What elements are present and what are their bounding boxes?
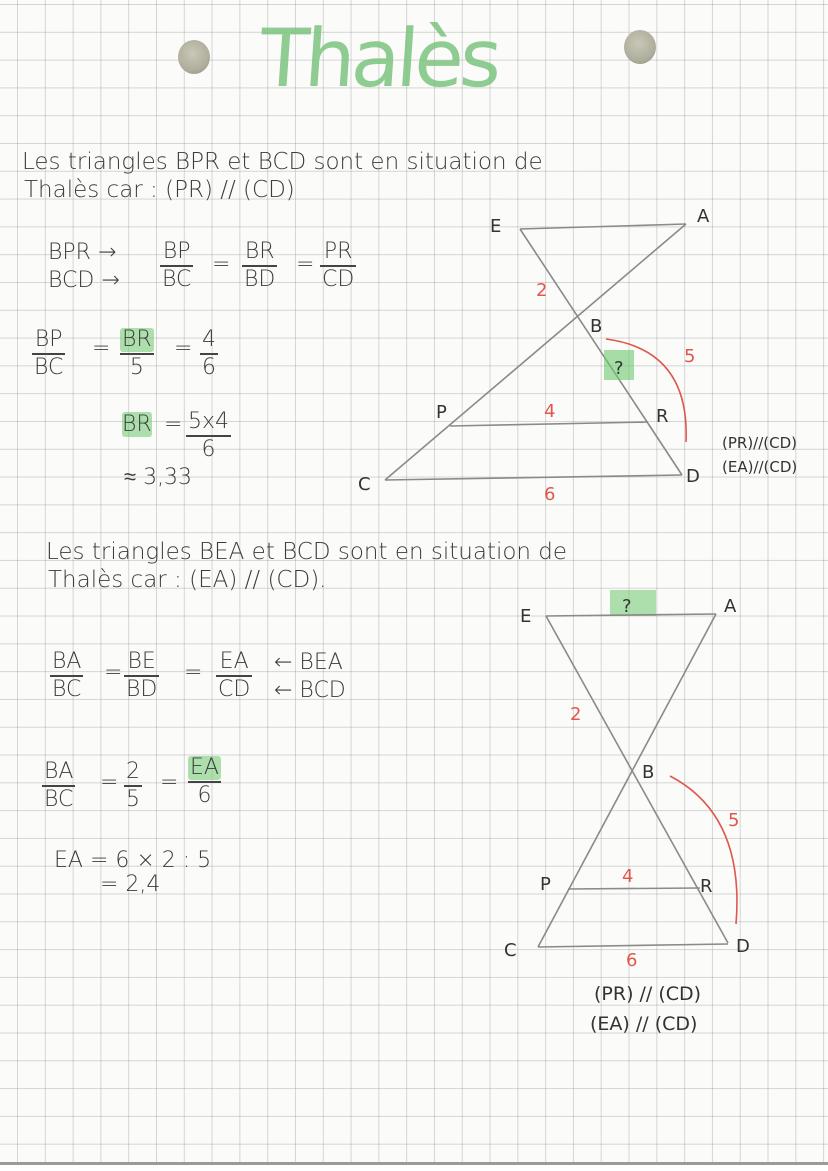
section1-intro-line2: Thalès car : (PR) // (CD) bbox=[24, 177, 295, 203]
fraction-ea-6: EA 6 bbox=[190, 755, 219, 808]
triangle-tag-bcd: ← BCD bbox=[274, 678, 346, 703]
svg-text:A: A bbox=[724, 596, 737, 617]
svg-text:D: D bbox=[686, 466, 700, 487]
svg-text:4: 4 bbox=[544, 401, 556, 422]
fraction-2-5: 2 5 bbox=[126, 759, 140, 812]
fraction-ba-bc: BA BC bbox=[44, 759, 74, 812]
triangle-tag-bea: ← BEA bbox=[274, 650, 343, 675]
svg-text:6: 6 bbox=[626, 950, 638, 971]
equals-sign: = bbox=[160, 770, 179, 795]
equals-sign: = bbox=[104, 660, 123, 685]
equals-sign: = bbox=[296, 252, 315, 277]
page-title: Thalès bbox=[256, 12, 501, 105]
highlight-unknown-ea bbox=[610, 590, 656, 616]
svg-text:?: ? bbox=[614, 358, 624, 379]
fraction-4-6: 4 6 bbox=[202, 327, 216, 380]
mapping-row2-label: BCD → bbox=[48, 268, 120, 293]
svg-text:P: P bbox=[436, 402, 447, 423]
equals-sign: = bbox=[184, 660, 203, 685]
svg-text:E: E bbox=[490, 216, 502, 237]
fraction-br-5: BR 5 bbox=[122, 327, 152, 380]
svg-text:B: B bbox=[590, 316, 603, 337]
svg-text:?: ? bbox=[622, 596, 632, 617]
equals-sign: = bbox=[92, 336, 111, 361]
fraction-bp-bc: BP BC bbox=[34, 327, 64, 380]
equals-sign: = bbox=[164, 412, 183, 437]
svg-text:C: C bbox=[504, 940, 517, 961]
svg-text:R: R bbox=[700, 876, 713, 897]
svg-text:(PR)//(CD): (PR)//(CD) bbox=[722, 434, 798, 452]
svg-text:P: P bbox=[540, 874, 551, 895]
svg-text:4: 4 bbox=[622, 866, 634, 887]
svg-text:6: 6 bbox=[544, 484, 556, 505]
svg-text:5: 5 bbox=[684, 346, 696, 367]
highlighted-unknown: BR bbox=[122, 412, 152, 437]
section2-intro-line2: Thalès car : (EA) // (CD). bbox=[48, 567, 327, 593]
highlighted-unknown: EA bbox=[190, 755, 219, 780]
mapping-row1-label: BPR → bbox=[48, 240, 117, 265]
approx-result: ≈ 3,33 bbox=[124, 465, 193, 490]
equals-sign: = bbox=[100, 770, 119, 795]
svg-text:2: 2 bbox=[536, 280, 548, 301]
svg-text:B: B bbox=[642, 762, 655, 783]
svg-text:D: D bbox=[736, 936, 750, 957]
svg-text:E: E bbox=[520, 606, 532, 627]
fraction-5x4-6: 5x4 6 bbox=[188, 409, 230, 462]
svg-text:C: C bbox=[358, 474, 371, 495]
svg-text:R: R bbox=[656, 406, 669, 427]
result-line1: EA = 6 × 2 : 5 bbox=[54, 848, 212, 873]
fraction-ea-cd: EA CD bbox=[218, 649, 251, 702]
highlighted-unknown: BR bbox=[122, 327, 152, 352]
fraction-ba-bc: BA BC bbox=[52, 649, 82, 702]
result-line2: = 2,4 bbox=[100, 872, 161, 897]
svg-text:(PR) // (CD): (PR) // (CD) bbox=[594, 983, 702, 1005]
fraction-bp-bc: BP BC bbox=[162, 239, 192, 292]
section2-intro-line1: Les triangles BEA et BCD sont en situation de bbox=[46, 539, 568, 565]
fraction-pr-cd: PR CD bbox=[322, 239, 355, 292]
equals-sign: = bbox=[212, 252, 231, 277]
fraction-be-bd: BE BD bbox=[126, 649, 158, 702]
section1-intro-line1: Les triangles BPR et BCD sont en situation de bbox=[22, 149, 543, 175]
svg-text:(EA) // (CD): (EA) // (CD) bbox=[590, 1013, 698, 1035]
svg-text:A: A bbox=[697, 206, 710, 227]
svg-text:(EA)//(CD): (EA)//(CD) bbox=[722, 458, 798, 476]
fraction-br-bd: BR BD bbox=[244, 239, 276, 292]
svg-text:5: 5 bbox=[728, 810, 740, 831]
equals-sign: = bbox=[174, 336, 193, 361]
svg-text:2: 2 bbox=[570, 704, 582, 725]
